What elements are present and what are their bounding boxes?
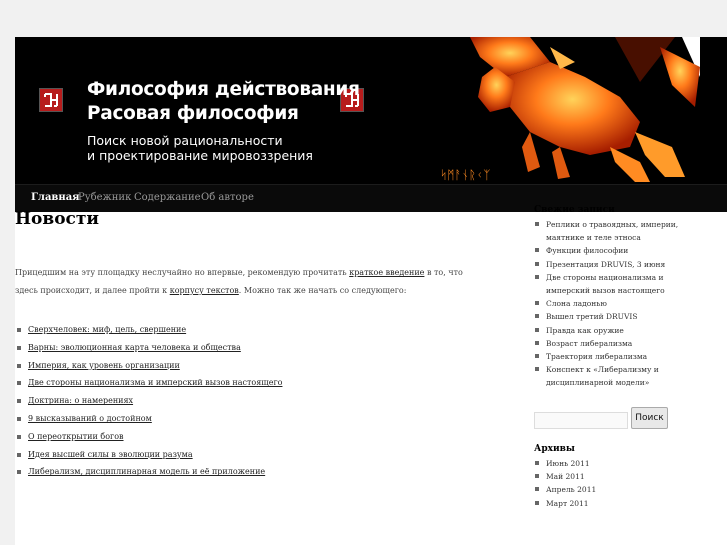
recent-post-link[interactable]: Две стороны национализма и имперский вызов настоящего xyxy=(546,272,665,296)
site-description xyxy=(87,133,313,163)
recent-post-link[interactable]: Траектория либерализма xyxy=(546,352,648,362)
recent-posts-list xyxy=(534,218,684,390)
corpus-link[interactable]: корпусу текстов xyxy=(169,286,239,295)
recent-post-link[interactable]: Функции философии xyxy=(546,246,629,256)
list-item xyxy=(534,297,684,310)
recent-post-link[interactable]: Правда как оружие xyxy=(546,325,624,335)
list-item xyxy=(15,396,282,414)
featured-link[interactable]: 9 высказываний о достойном xyxy=(28,413,152,423)
archive-link[interactable]: Апрель 2011 xyxy=(546,485,597,495)
list-item xyxy=(534,470,684,483)
nav-item-home[interactable]: Главная xyxy=(31,192,80,203)
featured-link[interactable]: Доктрина: о намерениях xyxy=(28,396,134,406)
featured-link[interactable]: Либерализм, дисциплинарная модель и её приложение xyxy=(28,467,266,477)
recent-post-link[interactable]: Вышел третий DRUVIS xyxy=(546,312,638,322)
nav-item-rubezhnik[interactable]: Рубежник xyxy=(78,192,132,203)
search-input[interactable] xyxy=(534,412,628,429)
list-item xyxy=(534,337,684,350)
featured-link[interactable]: О переоткрытии богов xyxy=(28,431,124,441)
list-item xyxy=(534,244,684,257)
featured-link[interactable]: Две стороны национализма и имперский вызов настоящего xyxy=(28,378,283,388)
list-item xyxy=(15,432,282,450)
site-title[interactable] xyxy=(87,78,360,126)
archive-link[interactable]: Март 2011 xyxy=(546,498,589,508)
list-item xyxy=(534,483,684,496)
recent-post-link[interactable]: Слона ладонью xyxy=(546,299,607,309)
banner-runes: ᛋᛗᚨᚾᚱᚲᛉ xyxy=(440,168,491,182)
intro-text: . Можно так же начать со следующего: xyxy=(238,286,407,295)
list-item xyxy=(15,450,282,468)
intro-text: Прицедшим на эту площадку неслучайно но впервые, рекомендую прочитать xyxy=(15,268,350,277)
list-item xyxy=(15,378,282,396)
list-item xyxy=(534,350,684,363)
list-item xyxy=(534,363,684,389)
recent-post-link[interactable]: Реплики о травоядных, империи, маятнике и теле этноса xyxy=(546,220,679,243)
archives-widget xyxy=(534,444,684,510)
site-header xyxy=(15,37,727,184)
list-item xyxy=(534,271,684,297)
list-item xyxy=(15,343,282,361)
list-item xyxy=(534,324,684,337)
list-item xyxy=(534,457,684,470)
list-item xyxy=(15,361,282,379)
sidebar xyxy=(534,205,684,508)
featured-links-list xyxy=(15,325,282,485)
featured-link[interactable]: Варны: эволюционная карта человека и общества xyxy=(28,342,241,352)
archives-title: Архивы xyxy=(534,444,575,454)
search-button[interactable]: Поиск xyxy=(631,407,668,429)
archive-link[interactable]: Июнь 2011 xyxy=(546,459,590,468)
list-item xyxy=(534,497,684,510)
site-desc-line1: Поиск новой рациональности xyxy=(87,133,283,148)
intro-text: в то, что здесь происходит, и далее пройти к xyxy=(15,268,463,295)
kolovrat-icon xyxy=(39,88,63,112)
site-desc-line2: и проектирование мировоззрения xyxy=(87,148,313,163)
dragon-banner-image xyxy=(410,37,700,184)
featured-link[interactable]: Сверхчеловек: миф, цель, свершение xyxy=(28,325,187,334)
recent-post-link[interactable]: Возраст либерализма xyxy=(546,338,633,348)
archive-link[interactable]: Май 2011 xyxy=(546,472,585,482)
list-item xyxy=(534,258,684,271)
intro-link[interactable]: краткое введение xyxy=(349,268,425,277)
recent-post-link[interactable]: Презентация DRUVIS, 3 июня xyxy=(546,259,666,269)
site-title-line2: Расовая философия xyxy=(87,103,299,124)
list-item xyxy=(15,414,282,432)
main-content xyxy=(15,209,485,477)
list-item xyxy=(15,325,282,343)
archives-list xyxy=(534,457,684,510)
list-item xyxy=(15,467,282,485)
recent-posts-title: Свежие записи xyxy=(534,205,615,215)
featured-link[interactable]: Идея высшей силы в эволюции разума xyxy=(28,449,193,459)
nav-item-contents[interactable]: Содержание xyxy=(134,192,201,203)
featured-link[interactable]: Империя, как уровень организации xyxy=(28,360,180,370)
recent-post-link[interactable]: Конспект к «Либерализму и дисциплинарной модели» xyxy=(546,365,659,388)
intro-paragraph xyxy=(15,264,485,300)
list-item xyxy=(534,310,684,323)
site-title-line1: Философия действования xyxy=(87,79,360,100)
nav-item-about[interactable]: Об авторе xyxy=(201,192,254,203)
list-item xyxy=(534,218,684,244)
page-title: Новости xyxy=(15,209,100,229)
